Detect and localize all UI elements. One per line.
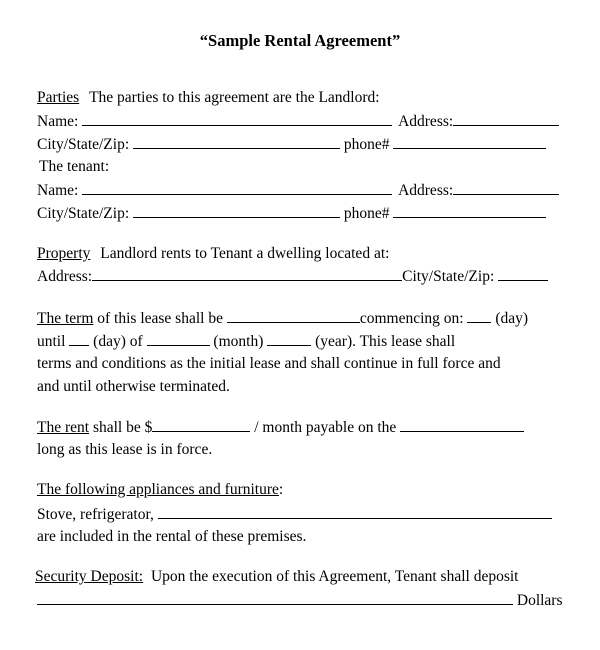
landlord-address-label: Address: <box>398 113 454 130</box>
property-address-line <box>37 266 548 287</box>
property-text: Landlord rents to Tenant a dwelling located at: <box>100 245 390 262</box>
term-text-4: and until otherwise terminated. <box>37 378 230 395</box>
start-day-label: (day) <box>495 310 529 327</box>
term-line-1 <box>37 308 528 329</box>
parties-heading: Parties <box>37 89 80 106</box>
end-month-field[interactable] <box>147 331 210 346</box>
term-length-field[interactable] <box>227 308 360 323</box>
property-city-label: City/State/Zip: <box>402 268 495 285</box>
deposit-amount-field[interactable] <box>37 590 513 605</box>
end-year-label: (year). This lease shall <box>315 333 456 350</box>
term-line-2 <box>37 331 455 352</box>
landlord-city-line <box>37 134 546 155</box>
term-line-4 <box>37 377 230 397</box>
property-address-field[interactable] <box>92 266 402 281</box>
deposit-text: Upon the execution of this Agreement, Tenant shall deposit <box>150 568 519 585</box>
rent-heading: The rent <box>37 419 90 436</box>
rent-text-2: / month payable on the <box>254 419 397 436</box>
appliances-line-3 <box>37 527 306 547</box>
tenant-name-field[interactable] <box>82 180 392 195</box>
landlord-name-field[interactable] <box>82 111 392 126</box>
property-line <box>37 244 389 264</box>
property-address-label: Address: <box>37 268 93 285</box>
deposit-dollars-label: Dollars <box>516 592 563 609</box>
tenant-address-field[interactable] <box>453 180 559 195</box>
term-commencing-label: commencing on: <box>359 310 464 327</box>
rent-line-2 <box>37 440 212 460</box>
term-text-1: of this lease shall be <box>97 310 223 327</box>
term-heading: The term <box>37 310 94 327</box>
landlord-name-label: Name: <box>37 113 79 130</box>
property-city-field[interactable] <box>498 266 548 281</box>
start-day-field[interactable] <box>467 308 491 323</box>
appliances-line-2 <box>37 504 552 525</box>
landlord-name-line <box>37 111 559 132</box>
appliances-heading: The following appliances and furniture <box>37 481 279 498</box>
appliances-items-label: Stove, refrigerator, <box>37 506 154 523</box>
appliances-colon: : <box>278 481 284 498</box>
tenant-city-field[interactable] <box>133 203 340 218</box>
landlord-city-field[interactable] <box>133 134 340 149</box>
tenant-line <box>39 157 109 177</box>
end-year-field[interactable] <box>267 331 311 346</box>
tenant-city-line <box>37 203 546 224</box>
landlord-phone-label: phone# <box>343 136 390 153</box>
appliances-text-3: are included in the rental of these premises. <box>37 528 307 545</box>
deposit-line-2 <box>37 590 563 611</box>
tenant-city-label: City/State/Zip: <box>37 205 130 222</box>
parties-intro: The parties to this agreement are the Landlord: <box>89 89 380 106</box>
rent-line-1 <box>37 417 524 438</box>
tenant-name-label: Name: <box>37 182 79 199</box>
landlord-phone-field[interactable] <box>393 134 546 149</box>
end-month-label: (month) <box>213 333 264 350</box>
document-title: “Sample Rental Agreement” <box>199 31 401 50</box>
appliances-line-1 <box>37 480 283 500</box>
tenant-address-label: Address: <box>398 182 454 199</box>
end-day-label: (day) of <box>93 333 143 350</box>
tenant-phone-label: phone# <box>343 205 390 222</box>
end-day-field[interactable] <box>69 331 89 346</box>
term-line-3 <box>37 354 501 374</box>
appliances-field[interactable] <box>158 504 552 519</box>
property-heading: Property <box>37 245 91 262</box>
deposit-heading: Security Deposit: <box>35 568 144 585</box>
term-text-3: terms and conditions as the initial lease and shall continue in full force and <box>37 355 501 372</box>
deposit-line-1 <box>35 567 518 587</box>
tenant-name-line <box>37 180 559 201</box>
landlord-city-label: City/State/Zip: <box>37 136 130 153</box>
rent-text-1: shall be $ <box>92 419 153 436</box>
landlord-address-field[interactable] <box>453 111 559 126</box>
rent-due-field[interactable] <box>400 417 524 432</box>
tenant-phone-field[interactable] <box>393 203 546 218</box>
rent-text-3: long as this lease is in force. <box>37 441 213 458</box>
parties-line <box>37 88 380 108</box>
rent-amount-field[interactable] <box>152 417 250 432</box>
tenant-label: The tenant: <box>39 158 110 175</box>
term-until-label: until <box>37 333 66 350</box>
